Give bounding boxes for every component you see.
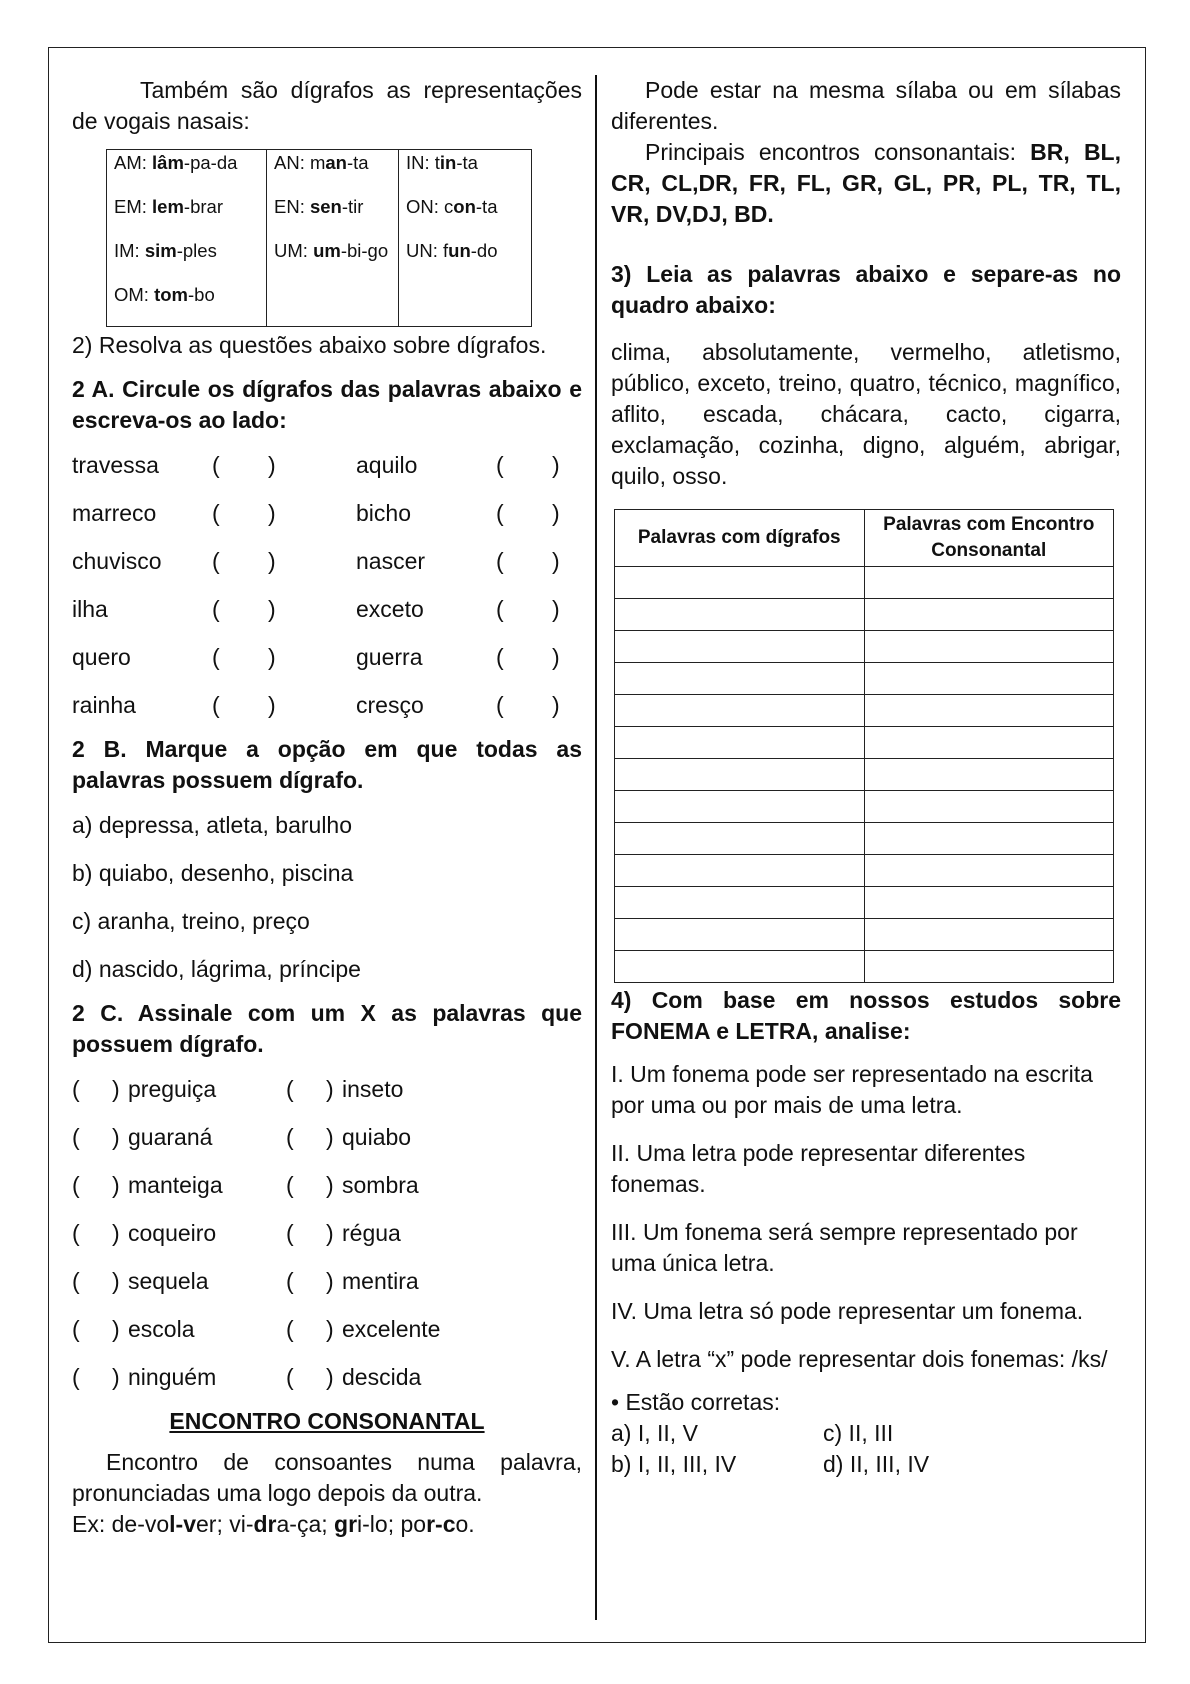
nasal-prefix: UM: — [274, 240, 314, 261]
nasal-table-cell — [267, 150, 399, 195]
word: mentira — [342, 1268, 419, 1294]
nasal-prefix: AN: m — [274, 152, 326, 173]
sorting-row — [615, 855, 1114, 887]
nasal-suffix: -pa-da — [183, 152, 238, 173]
answer-option[interactable]: a) I, II, V — [611, 1420, 698, 1446]
word: rainha — [72, 692, 136, 718]
cluster-answer-cell[interactable] — [864, 823, 1114, 855]
checkbox-paren-close[interactable]: ) — [112, 1220, 120, 1246]
cluster-answer-cell[interactable] — [864, 951, 1114, 983]
checkbox-row — [72, 1362, 582, 1410]
nasal-prefix: IN: t — [406, 152, 440, 173]
question-4-prompt: • Estão corretas: — [611, 1389, 781, 1415]
checkbox-paren-close[interactable]: ) — [326, 1364, 334, 1390]
word: cresço — [356, 692, 424, 718]
digraph-answer-cell[interactable] — [615, 567, 865, 599]
sorting-row — [615, 791, 1114, 823]
checkbox-paren-open[interactable]: ( — [286, 1076, 294, 1102]
digraph-answer-cell[interactable] — [615, 663, 865, 695]
answer-paren-open[interactable]: ( — [212, 644, 220, 670]
example-cluster: dr — [253, 1511, 277, 1537]
digraph-answer-cell[interactable] — [615, 919, 865, 951]
example-text: a-ça; — [276, 1511, 335, 1537]
checkbox-paren-open[interactable]: ( — [286, 1364, 294, 1390]
answer-paren-open[interactable]: ( — [496, 596, 504, 622]
nasal-suffix: -tir — [341, 196, 364, 217]
nasal-digraph: in — [439, 152, 457, 173]
checkbox-row — [72, 1266, 582, 1314]
example-cluster: r-c — [426, 1511, 456, 1537]
digraph-answer-cell[interactable] — [615, 951, 865, 983]
sorting-row — [615, 951, 1114, 983]
checkbox-paren-open[interactable]: ( — [286, 1268, 294, 1294]
sorting-row — [615, 759, 1114, 791]
nasal-table-cell — [107, 194, 267, 238]
answer-paren-close[interactable]: ) — [268, 644, 276, 670]
header-digraphs: Palavras com dígrafos — [615, 510, 865, 567]
sorting-table — [614, 509, 1114, 983]
cluster-answer-cell[interactable] — [864, 599, 1114, 631]
nasal-suffix: -ta — [346, 152, 369, 173]
answer-paren-close[interactable]: ) — [268, 548, 276, 574]
digraph-row — [72, 594, 582, 642]
nasal-prefix: IM: — [114, 240, 145, 261]
example-text: Ex: de-vo — [72, 1511, 170, 1537]
sorting-row — [615, 599, 1114, 631]
checkbox-row — [72, 1218, 582, 1266]
word: aquilo — [356, 452, 418, 478]
word: régua — [342, 1220, 401, 1246]
main-clusters-lead: Principais encontros consonantais: — [645, 139, 1031, 165]
word: manteiga — [128, 1172, 223, 1198]
answer-paren-open[interactable]: ( — [496, 452, 504, 478]
sorting-row — [615, 695, 1114, 727]
checkbox-paren-open[interactable]: ( — [72, 1364, 80, 1390]
answer-paren-close[interactable]: ) — [268, 500, 276, 526]
header-clusters: Palavras com Encontro Consonantal — [864, 510, 1114, 567]
cluster-answer-cell[interactable] — [864, 855, 1114, 887]
right-column — [611, 75, 1121, 1480]
answer-paren-close[interactable]: ) — [552, 644, 560, 670]
checkbox-paren-close[interactable]: ) — [326, 1172, 334, 1198]
example-cluster: l-v — [169, 1511, 196, 1537]
main-clusters-text — [611, 137, 1121, 230]
question-2b: 2 B. Marque a opção em que todas as palavras possuem dígrafo. — [72, 736, 582, 793]
nasal-suffix: -ples — [176, 240, 217, 261]
question-4-options — [611, 1418, 1121, 1480]
intro-text: Também são dígrafos as representações de vogais nasais: — [72, 77, 582, 134]
question-3: 3) Leia as palavras abaixo e separe-as no quadro abaixo: — [611, 261, 1121, 318]
word: guerra — [356, 644, 423, 670]
nasal-table-row — [107, 194, 532, 238]
nasal-table-cell — [267, 238, 399, 282]
sorting-row — [615, 663, 1114, 695]
option-item[interactable]: c) aranha, treino, preço — [72, 908, 310, 934]
word: descida — [342, 1364, 422, 1390]
digraph-answer-cell[interactable] — [615, 823, 865, 855]
cluster-answer-cell[interactable] — [864, 759, 1114, 791]
nasal-table-cell — [107, 238, 267, 282]
word: exceto — [356, 596, 424, 622]
checkbox-row — [72, 1314, 582, 1362]
digraph-answer-cell[interactable] — [615, 791, 865, 823]
nasal-table-cell — [267, 282, 399, 327]
question-2: 2) Resolva as questões abaixo sobre dígrafos. — [72, 332, 547, 358]
answer-paren-open[interactable]: ( — [496, 644, 504, 670]
question-2a-list — [72, 450, 582, 738]
cluster-answer-cell[interactable] — [864, 727, 1114, 759]
checkbox-paren-close[interactable]: ) — [326, 1220, 334, 1246]
word: escola — [128, 1316, 195, 1342]
checkbox-row — [72, 1170, 582, 1218]
word: sombra — [342, 1172, 419, 1198]
checkbox-paren-open[interactable]: ( — [286, 1220, 294, 1246]
nasal-suffix: -brar — [183, 196, 223, 217]
left-column — [72, 75, 582, 1540]
cluster-answer-cell[interactable] — [864, 695, 1114, 727]
word: ninguém — [128, 1364, 217, 1390]
nasal-table-cell — [399, 282, 532, 327]
checkbox-paren-open[interactable]: ( — [286, 1172, 294, 1198]
question-2c-list — [72, 1074, 582, 1410]
answer-paren-open[interactable]: ( — [496, 548, 504, 574]
sorting-row — [615, 631, 1114, 663]
syllable-text: Pode estar na mesma sílaba ou em sílabas diferentes. — [611, 77, 1121, 134]
answer-option[interactable]: b) I, II, III, IV — [611, 1451, 737, 1477]
checkbox-paren-close[interactable]: ) — [326, 1076, 334, 1102]
statement-item: I. Um fonema pode ser representado na escrita por uma ou por mais de uma letra. — [611, 1061, 1093, 1118]
checkbox-paren-open[interactable]: ( — [72, 1316, 80, 1342]
nasal-prefix: ON: c — [406, 196, 454, 217]
statement-item: III. Um fonema será sempre representado por uma única letra. — [611, 1219, 1078, 1276]
nasal-prefix: OM: — [114, 284, 155, 305]
answer-paren-open[interactable]: ( — [496, 692, 504, 718]
checkbox-paren-open[interactable]: ( — [72, 1220, 80, 1246]
checkbox-paren-open[interactable]: ( — [286, 1124, 294, 1150]
answer-paren-open[interactable]: ( — [496, 500, 504, 526]
checkbox-paren-close[interactable]: ) — [112, 1076, 120, 1102]
digraph-row — [72, 690, 582, 738]
digraph-row — [72, 546, 582, 594]
answer-paren-close[interactable]: ) — [552, 692, 560, 718]
nasal-table-cell — [107, 282, 267, 327]
answer-paren-open[interactable]: ( — [212, 548, 220, 574]
main-clusters-list: BR, BL, CR, CL,DR, FR, FL, GR, GL, PR, PL, TR, TL, VR, DV,DJ, BD. — [611, 139, 1121, 227]
answer-paren-close[interactable]: ) — [552, 500, 560, 526]
nasal-prefix: EN: — [274, 196, 310, 217]
section-title: ENCONTRO CONSONANTAL — [169, 1408, 485, 1434]
word: preguiça — [128, 1076, 217, 1102]
option-item[interactable]: b) quiabo, desenho, piscina — [72, 860, 354, 886]
nasal-table-cell — [267, 194, 399, 238]
digraph-answer-cell[interactable] — [615, 631, 865, 663]
checkbox-paren-close[interactable]: ) — [112, 1364, 120, 1390]
cluster-answer-cell[interactable] — [864, 631, 1114, 663]
nasal-table-row — [107, 282, 532, 327]
checkbox-paren-close[interactable]: ) — [112, 1124, 120, 1150]
nasal-digraph: an — [325, 152, 347, 173]
word: coqueiro — [128, 1220, 217, 1246]
example-text: i-lo; po — [357, 1511, 427, 1537]
answer-paren-close[interactable]: ) — [552, 548, 560, 574]
answer-paren-open[interactable]: ( — [212, 452, 220, 478]
cluster-answer-cell[interactable] — [864, 567, 1114, 599]
answer-paren-open[interactable]: ( — [212, 596, 220, 622]
example-cluster: gr — [334, 1511, 358, 1537]
statement-item: V. A letra “x” pode representar dois fonemas: /ks/ — [611, 1346, 1108, 1372]
nasal-table-row — [107, 238, 532, 282]
column-divider — [595, 75, 597, 1620]
checkbox-row — [72, 1074, 582, 1122]
example-text: o. — [455, 1511, 475, 1537]
example-line — [72, 1509, 582, 1540]
digraph-answer-cell[interactable] — [615, 759, 865, 791]
digraph-row — [72, 498, 582, 546]
question-3-words: clima, absolutamente, vermelho, atletismo, público, exceto, treino, quatro, técnico, magnífico, aflito, escada, chácara, cacto, cigarra, exclamação, cozinha, digno, alguém, abrigar, quilo, osso. — [611, 339, 1121, 489]
nasal-table-cell — [399, 238, 532, 282]
question-2a: 2 A. Circule os dígrafos das palavras abaixo e escreva-os ao lado: — [72, 376, 582, 433]
checkbox-paren-close[interactable]: ) — [326, 1124, 334, 1150]
checkbox-paren-close[interactable]: ) — [112, 1172, 120, 1198]
nasal-suffix: -ta — [475, 196, 498, 217]
checkbox-paren-open[interactable]: ( — [72, 1268, 80, 1294]
question-2b-options — [72, 810, 582, 1002]
nasal-suffix: -ta — [456, 152, 478, 173]
answer-paren-close[interactable]: ) — [268, 692, 276, 718]
question-2c: 2 C. Assinale com um X as palavras que possuem dígrafo. — [72, 1000, 582, 1057]
cluster-answer-cell[interactable] — [864, 663, 1114, 695]
word: bicho — [356, 500, 411, 526]
checkbox-paren-open[interactable]: ( — [72, 1124, 80, 1150]
nasal-digraph: tom — [154, 284, 189, 305]
digraph-row — [72, 642, 582, 690]
nasal-digraph: on — [453, 196, 476, 217]
answer-paren-close[interactable]: ) — [268, 452, 276, 478]
sorting-row — [615, 567, 1114, 599]
nasal-table-cell — [399, 150, 532, 195]
checkbox-paren-close[interactable]: ) — [112, 1316, 120, 1342]
sorting-row — [615, 823, 1114, 855]
nasal-suffix: -bi-go — [340, 240, 389, 261]
word: sequela — [128, 1268, 209, 1294]
cluster-answer-cell[interactable] — [864, 919, 1114, 951]
question-4: 4) Com base em nossos estudos sobre FONEMA e LETRA, analise: — [611, 987, 1121, 1044]
digraph-answer-cell[interactable] — [615, 727, 865, 759]
nasal-prefix: EM: — [114, 196, 153, 217]
answer-paren-open[interactable]: ( — [212, 500, 220, 526]
statement-item: IV. Uma letra só pode representar um fonema. — [611, 1298, 1084, 1324]
answer-paren-close[interactable]: ) — [552, 596, 560, 622]
question-4-items — [611, 1059, 1121, 1375]
sorting-row — [615, 919, 1114, 951]
checkbox-paren-close[interactable]: ) — [326, 1268, 334, 1294]
nasal-digraph: sen — [309, 196, 342, 217]
answer-paren-close[interactable]: ) — [552, 452, 560, 478]
example-text: er; vi- — [196, 1511, 254, 1537]
nasal-table-row — [107, 150, 532, 195]
nasal-vowels-table — [106, 149, 532, 327]
sorting-row — [615, 727, 1114, 759]
digraph-row — [72, 450, 582, 498]
checkbox-paren-close[interactable]: ) — [326, 1316, 334, 1342]
checkbox-paren-open[interactable]: ( — [72, 1076, 80, 1102]
nasal-digraph: un — [448, 240, 471, 261]
nasal-prefix: AM: — [114, 152, 153, 173]
word: excelente — [342, 1316, 441, 1342]
option-item[interactable]: a) depressa, atleta, barulho — [72, 812, 353, 838]
nasal-digraph: lâm — [152, 152, 184, 173]
cluster-answer-cell[interactable] — [864, 887, 1114, 919]
answer-option[interactable]: d) II, III, IV — [823, 1451, 930, 1477]
digraph-answer-cell[interactable] — [615, 695, 865, 727]
answer-paren-close[interactable]: ) — [268, 596, 276, 622]
nasal-table-cell — [107, 150, 267, 195]
nasal-table-cell — [399, 194, 532, 238]
word: ilha — [72, 596, 108, 622]
option-item[interactable]: d) nascido, lágrima, príncipe — [72, 956, 361, 982]
nasal-prefix: UN: f — [406, 240, 449, 261]
nasal-digraph: lem — [152, 196, 184, 217]
digraph-answer-cell[interactable] — [615, 855, 865, 887]
answer-paren-open[interactable]: ( — [212, 692, 220, 718]
word: travessa — [72, 452, 159, 478]
digraph-answer-cell[interactable] — [615, 599, 865, 631]
word: guaraná — [128, 1124, 213, 1150]
word: chuvisco — [72, 548, 162, 574]
section-text: Encontro de consoantes numa palavra, pronunciadas uma logo depois da outra. — [72, 1449, 582, 1506]
nasal-suffix: -bo — [188, 284, 215, 305]
nasal-suffix: -do — [470, 240, 498, 261]
checkbox-paren-open[interactable]: ( — [72, 1172, 80, 1198]
nasal-digraph: um — [313, 240, 341, 261]
nasal-digraph: sim — [144, 240, 177, 261]
digraph-answer-cell[interactable] — [615, 887, 865, 919]
word: quiabo — [342, 1124, 412, 1150]
checkbox-paren-open[interactable]: ( — [286, 1316, 294, 1342]
answer-option[interactable]: c) II, III — [823, 1420, 894, 1446]
word: marreco — [72, 500, 157, 526]
statement-item: II. Uma letra pode representar diferentes fonemas. — [611, 1140, 1026, 1197]
sorting-row — [615, 887, 1114, 919]
word: inseto — [342, 1076, 404, 1102]
word: nascer — [356, 548, 426, 574]
checkbox-paren-close[interactable]: ) — [112, 1268, 120, 1294]
cluster-answer-cell[interactable] — [864, 791, 1114, 823]
checkbox-row — [72, 1122, 582, 1170]
word: quero — [72, 644, 131, 670]
